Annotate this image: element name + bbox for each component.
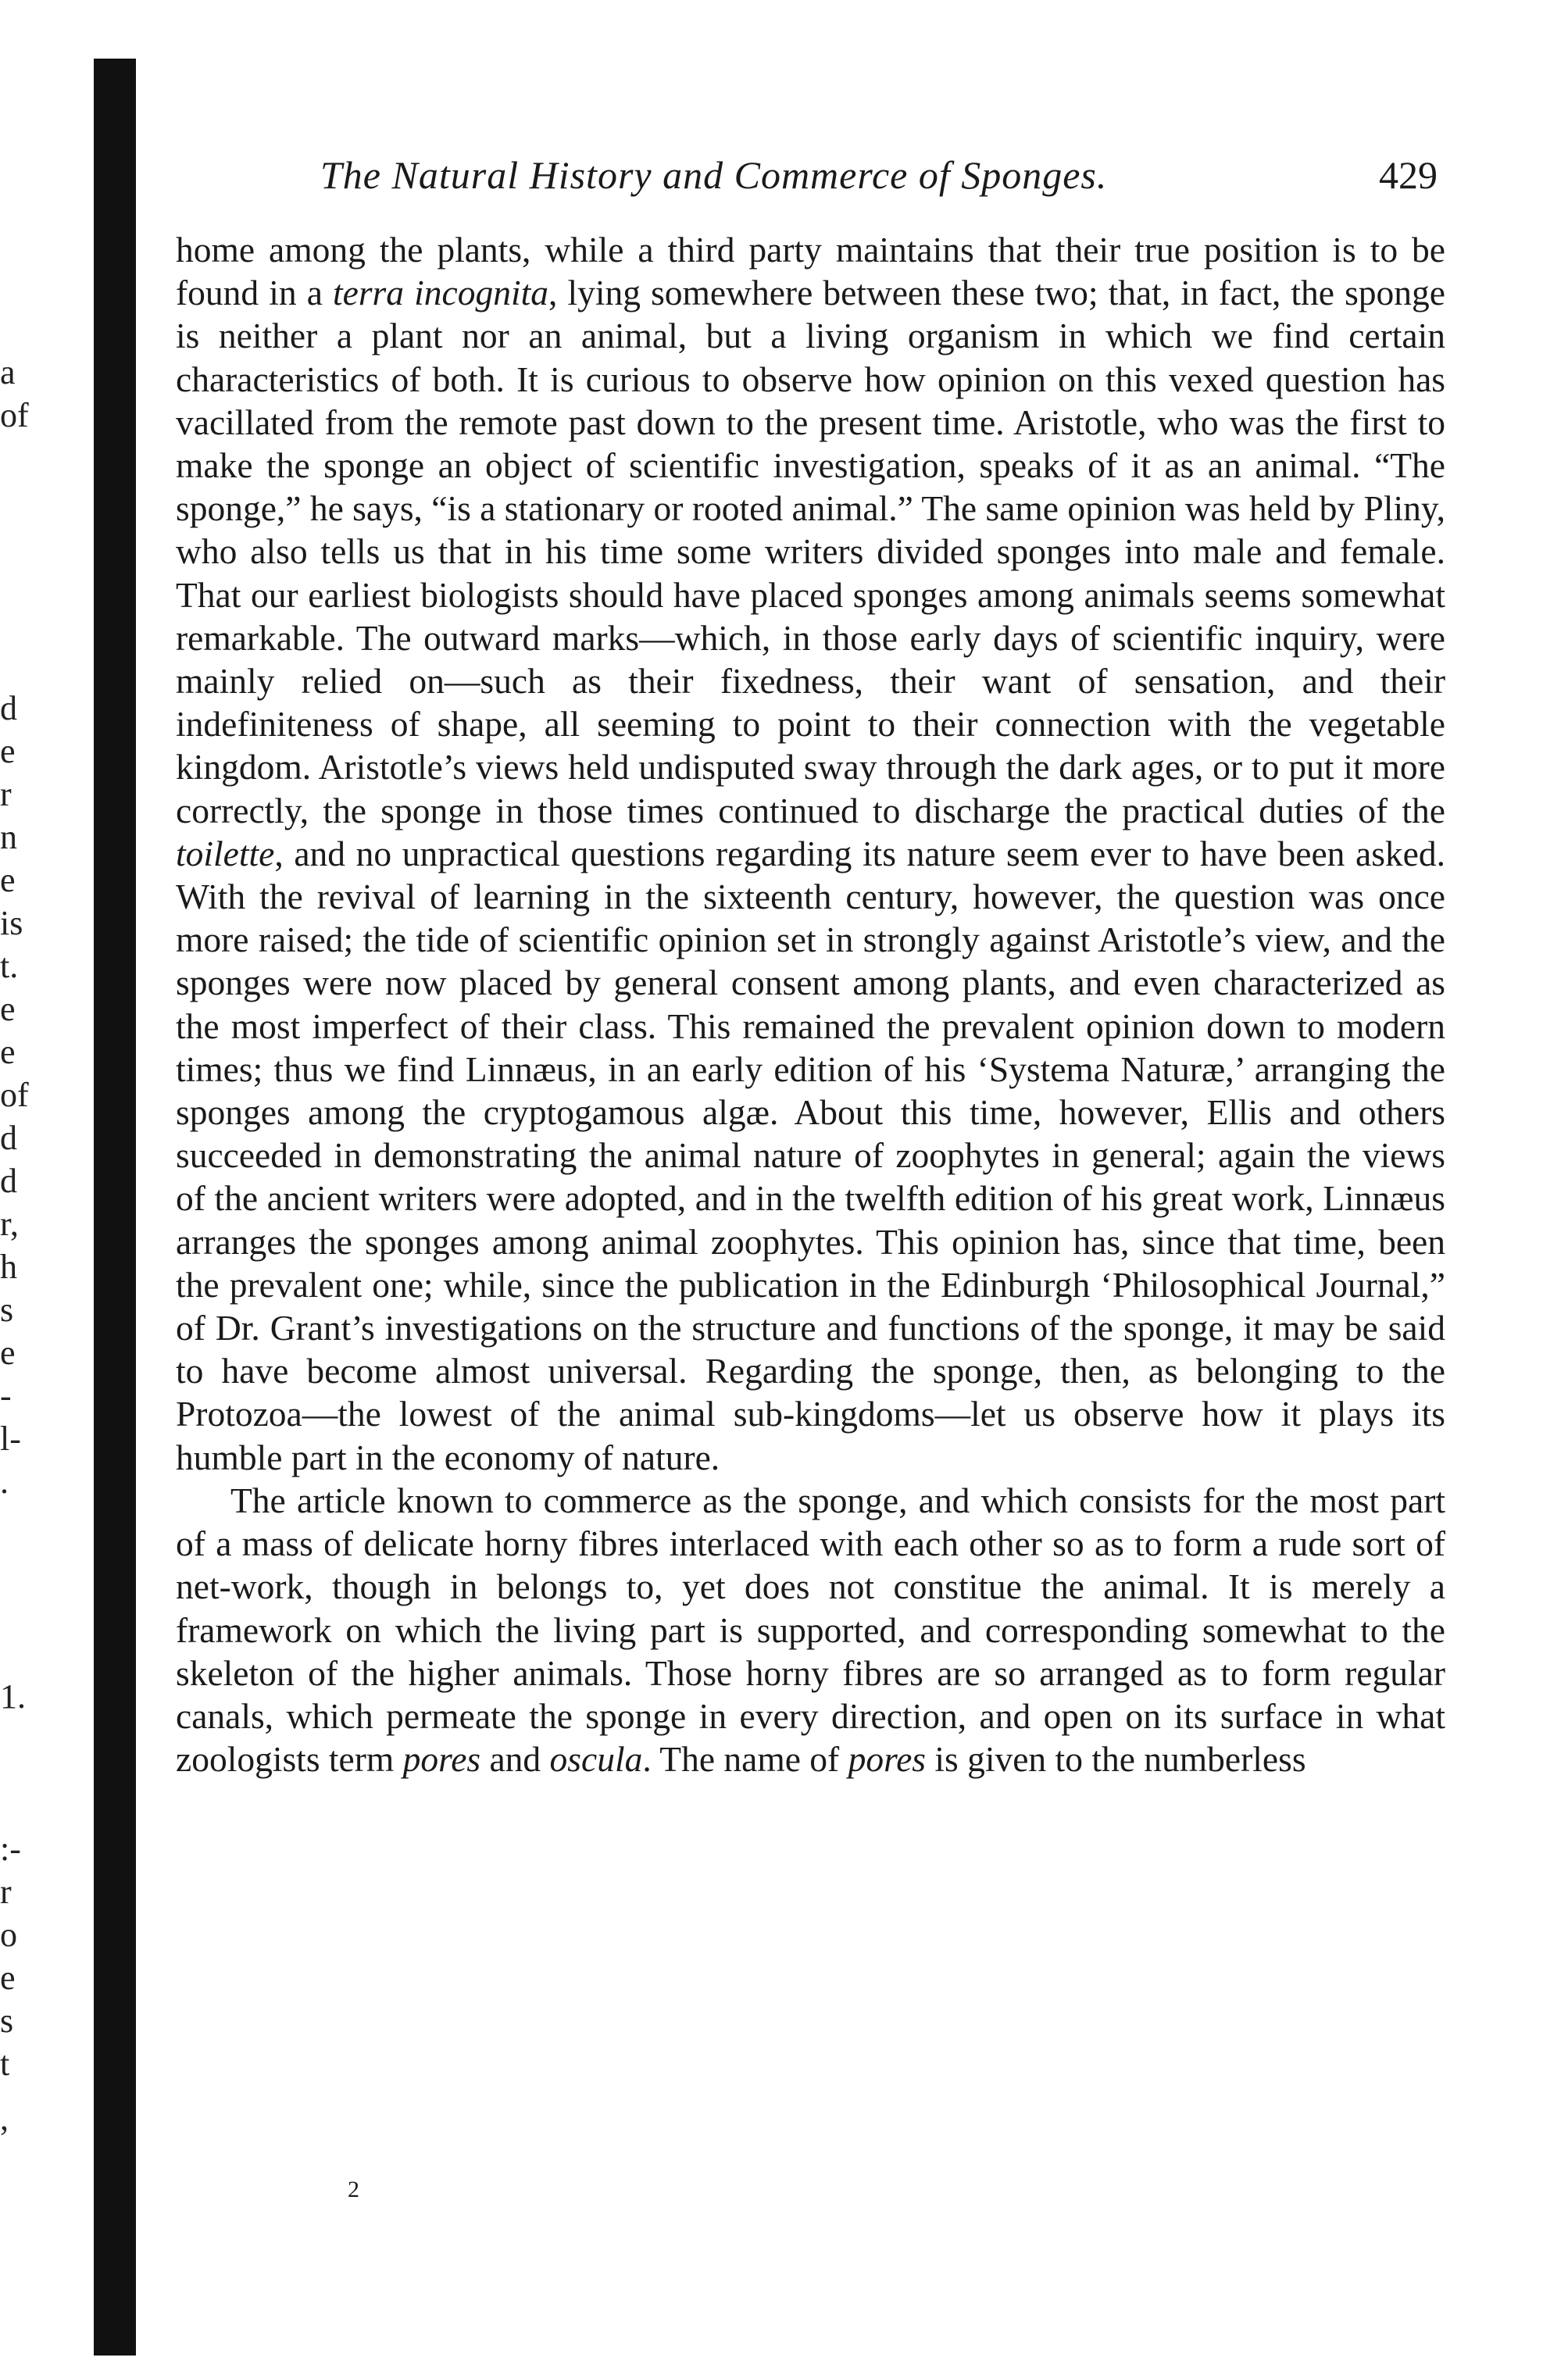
margin-fragment: d xyxy=(0,1119,17,1157)
page-header xyxy=(320,152,1438,207)
text-run: , and no unpractical questions regarding its nature seem ever to have been asked. With the revival of learning in the sixteenth century, however, the question was once more raised; the tide of scientific opinion set in strongly against Aristotle’s view, and the sponges were now placed by general consent among plants, and even characterized as the most imperfect of their class. This remained the prevalent opinion down to modern times; thus we find Linnæus, in an early edition of his ‘Systema Naturæ,’ arranging the sponges among the cryptogamous algæ. About this time, however, Ellis and others succeeded in demonstrating the animal nature of zoophytes in general; again the views of the ancient writers were adopted, and in the twelfth edition of his great work, Linnæus arranges the sponges among animal zoophytes. This opinion has, since that time, been the prevalent one; while, since the publication in the Edinburgh ‘Philosophical Journal,” of Dr. Grant’s investigations on the structure and functions of the sponge, it may be said to have become almost universal. Regarding the sponge, then, as belonging to the Protozoa—the lowest of the animal sub-kingdoms—let us observe how it plays its humble part in the economy of nature. xyxy=(176,833,1445,1477)
margin-fragment: l- xyxy=(0,1420,21,1458)
margin-fragment: e xyxy=(0,990,16,1028)
margin-fragment: e xyxy=(0,1959,16,1997)
italic-phrase: terra incognita xyxy=(333,273,548,313)
margin-fragment: of xyxy=(0,396,29,434)
margin-fragment: e xyxy=(0,732,16,770)
italic-phrase: pores xyxy=(402,1739,481,1780)
margin-fragment: 1. xyxy=(0,1677,26,1716)
margin-fragment: s xyxy=(0,1291,14,1329)
margin-fragment: r xyxy=(0,1873,12,1911)
italic-phrase: oscula xyxy=(549,1739,643,1780)
margin-fragment: e xyxy=(0,1033,16,1071)
italic-phrase: pores xyxy=(848,1739,926,1780)
text-run: . The name of xyxy=(642,1739,848,1780)
text-run: , lying somewhere between these two; that, in fact, the sponge is neither a plant nor an animal, but a living organism in which we find certain characteristics of both. It is curious to observe how opinion on this vexed question has vacillated from the remote past down to the present time. Aristotle, who was the first to make the sponge an object of scientific investigation, speaks of it as an animal. “The sponge,” he says, “is a stationary or rooted animal.” The same opinion was held by Pliny, who also tells us that in his time some writers divided sponges into male and female. That our earliest biologists should have placed sponges among animals seems somewhat remarkable. The outward marks—which, in those early days of scientific inquiry, were mainly relied on—such as their fixedness, their want of sensation, and their indefiniteness of shape, all seeming to point to their connection with the vegetable kingdom. Aristotle’s views held undisputed sway through the dark ages, or to put it more correctly, the sponge in those times continued to discharge the practical duties of the xyxy=(176,273,1446,830)
italic-phrase: toilette xyxy=(176,833,275,873)
margin-fragment: e xyxy=(0,1334,16,1372)
margin-fragment: h xyxy=(0,1248,17,1286)
text-run: home among the plants, while a third party maintains that their true position is to be found in a xyxy=(176,230,1445,313)
margin-fragment: - xyxy=(0,1377,12,1415)
margin-fragment: , xyxy=(0,2099,9,2138)
paragraph xyxy=(176,1479,1445,1780)
text-run: is given to the numberless xyxy=(926,1739,1306,1780)
margin-fragment: a xyxy=(0,353,16,391)
margin-fragment: . xyxy=(0,1463,9,1501)
margin-fragment: :- xyxy=(0,1830,21,1868)
margin-fragment: d xyxy=(0,1162,17,1200)
paragraph xyxy=(176,228,1445,1479)
left-margin-fragments xyxy=(0,0,86,2368)
signature-mark: 2 xyxy=(348,2177,359,2202)
margin-fragment: t. xyxy=(0,947,19,985)
margin-fragment: r, xyxy=(0,1205,19,1243)
margin-fragment: d xyxy=(0,689,17,727)
margin-fragment: of xyxy=(0,1076,29,1114)
running-title: The Natural History and Commerce of Sponges. xyxy=(320,153,1108,197)
margin-fragment: s xyxy=(0,2002,14,2040)
binding-gutter-shadow xyxy=(94,59,136,2355)
margin-fragment: o xyxy=(0,1916,17,1954)
margin-fragment: t xyxy=(0,2045,10,2083)
text-run: and xyxy=(480,1739,550,1780)
margin-fragment: e xyxy=(0,861,16,899)
page-number: 429 xyxy=(1379,153,1438,197)
body-text xyxy=(176,228,1445,1780)
margin-fragment: is xyxy=(0,904,23,942)
margin-fragment: n xyxy=(0,818,17,856)
text-run: The article known to commerce as the sponge, and which consists for the most part of a mass of delicate horny fibres interlaced with each other so as to form a rude sort of net-work, though in belongs to, yet does not constitue the animal. It is merely a framework on which the living part is supported, and corresponding somewhat to the skeleton of the higher animals. Those horny fibres are so arranged as to form regular canals, which permeate the sponge in every direction, and open on its surface in what zoologists term xyxy=(176,1480,1445,1780)
margin-fragment: r xyxy=(0,775,12,813)
